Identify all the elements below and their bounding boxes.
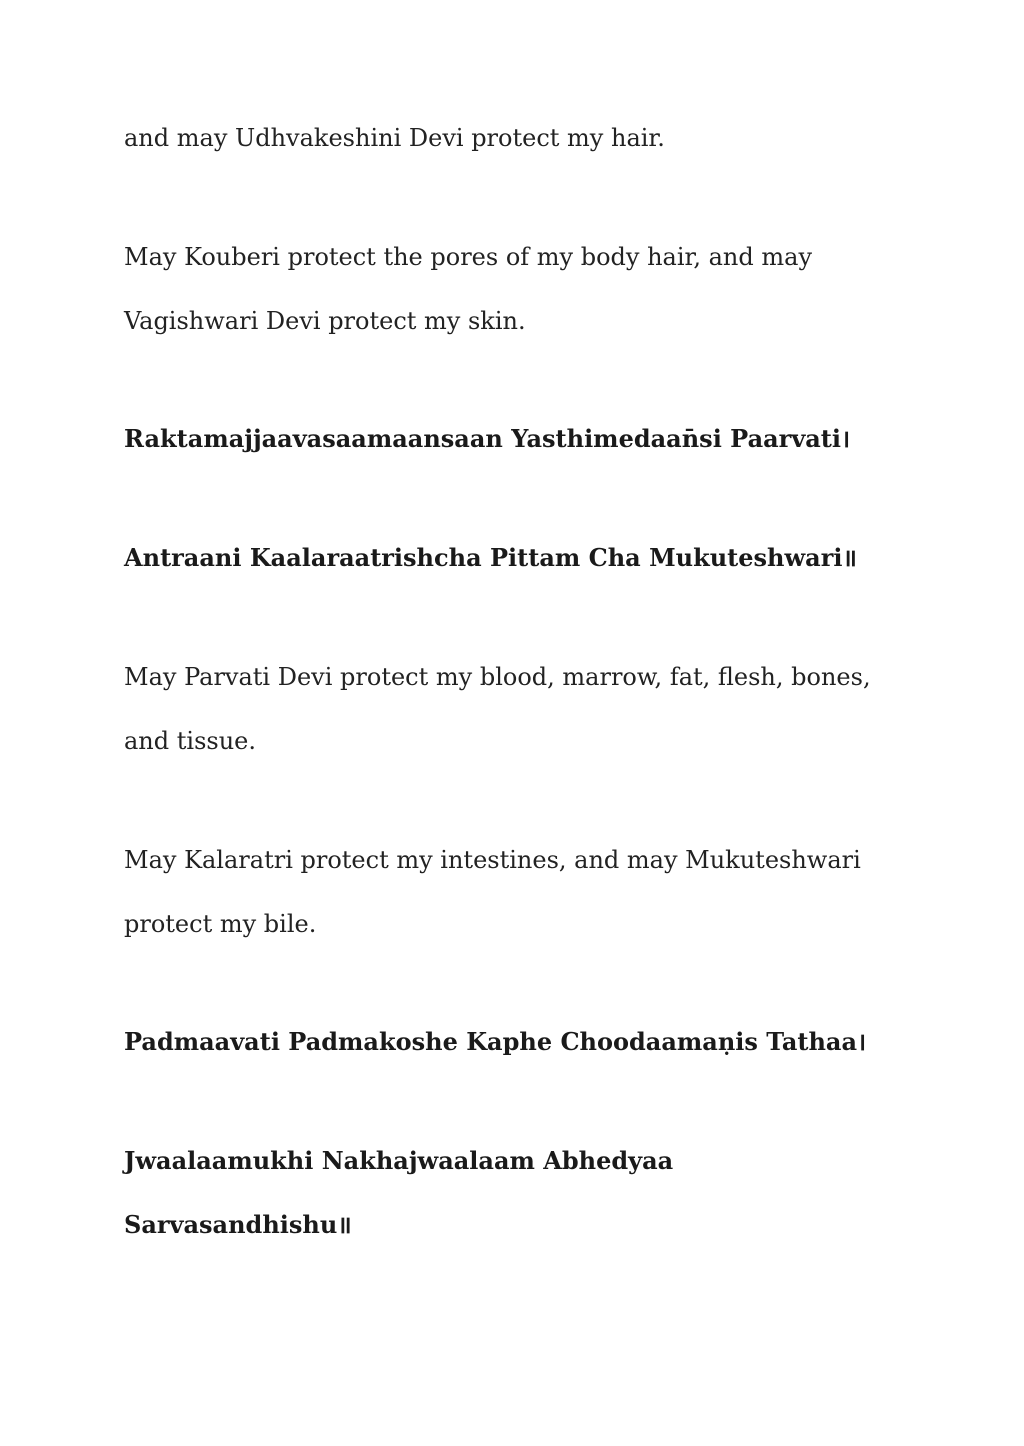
paragraph-pores-skin-protection: May Kouberi protect the pores of my body hair, and may Vagishwari Devi protect my skin. [124, 243, 813, 335]
paragraph-hair-protection: and may Udhvakeshini Devi protect my hair. [124, 124, 665, 152]
verse-line-2: Antraani Kaalaraatrishcha Pittam Cha Mukuteshwari॥ [124, 543, 857, 572]
verse-line-3: Padmaavati Padmakoshe Kaphe Choodaamaṇis Tathaa। [124, 1027, 867, 1056]
paragraph-blood-tissue-protection: May Parvati Devi protect my blood, marrow, fat, flesh, bones, and tissue. [124, 663, 871, 755]
verse-line-4: Jwaalaamukhi Nakhajwaalaam Abhedyaa Sarvasandhishu॥ [124, 1146, 674, 1239]
verse-line-1: Raktamajjaavasaamaansaan Yasthimedaan̄si Paarvati। [124, 424, 851, 453]
paragraph-intestines-bile-protection: May Kalaratri protect my intestines, and may Mukuteshwari protect my bile. [124, 846, 861, 938]
